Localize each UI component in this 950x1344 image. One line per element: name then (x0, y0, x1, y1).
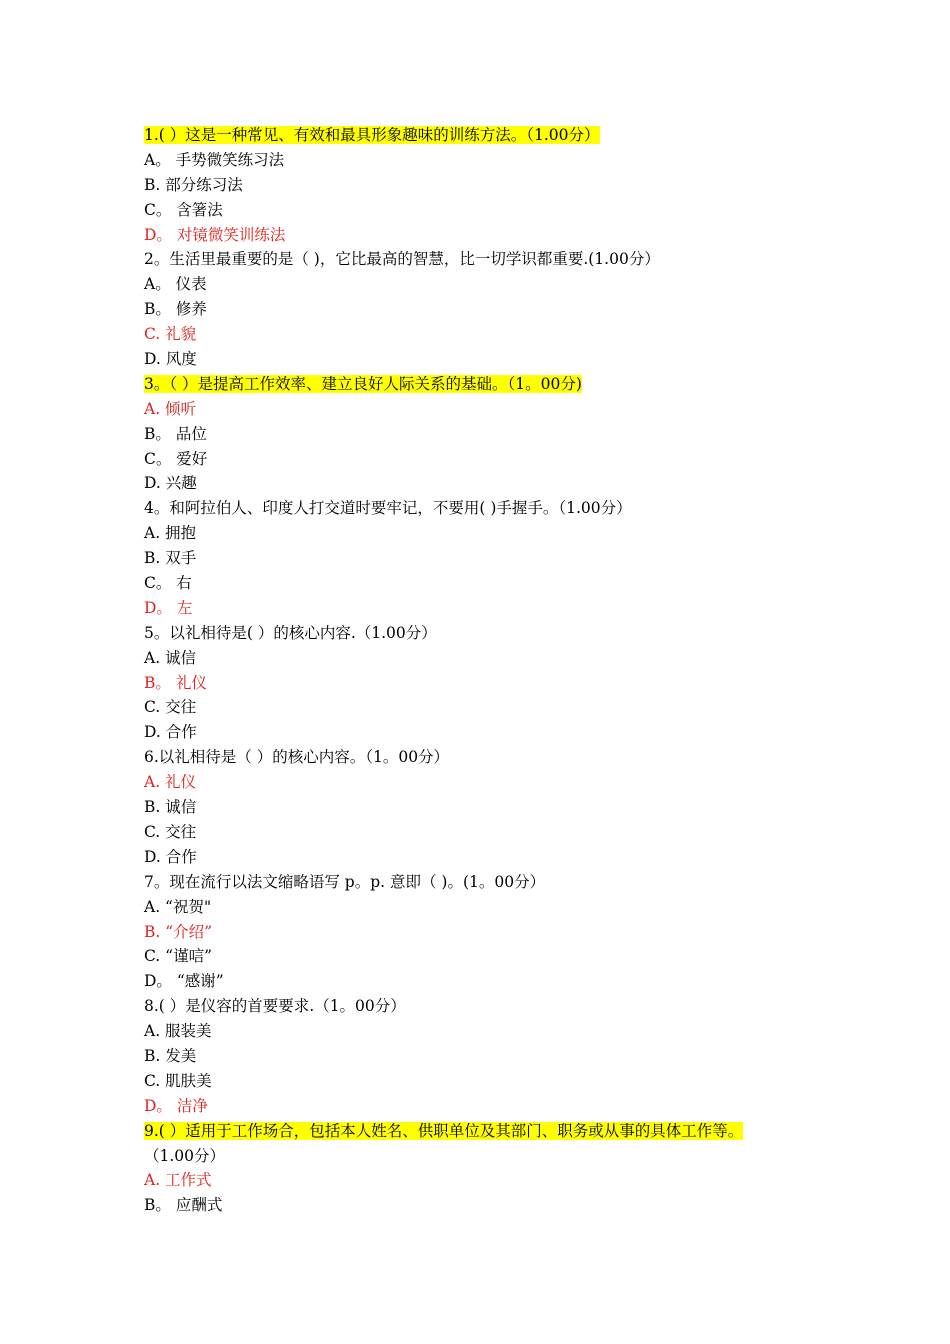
question-stem (144, 247, 844, 272)
answer-option-correct: B. “介绍” (144, 922, 213, 941)
question-stem-text: 6.以礼相待是（ ）的核心内容。（1。00分） (144, 748, 450, 767)
question-stem (144, 123, 844, 148)
answer-option-correct: B。 礼仪 (144, 673, 207, 692)
question-stem-text: 3。（ ）是提高工作效率、建立良好人际关系的基础。（1。00分) (144, 374, 582, 393)
question-stem-continuation (144, 1144, 844, 1169)
answer-option-correct: A. 礼仪 (144, 773, 197, 792)
question-stem (144, 870, 844, 895)
answer-option: B. 双手 (144, 549, 197, 568)
question-stem (144, 1119, 844, 1144)
answer-option: A。 仪表 (144, 275, 207, 294)
answer-option-correct: D。 对镜微笑训练法 (144, 225, 286, 244)
answer-option: C. 交往 (144, 822, 197, 841)
answer-option: C. 肌肤美 (144, 1071, 212, 1090)
answer-option: A. 拥抱 (144, 524, 197, 543)
answer-option-correct: A. 工作式 (144, 1171, 212, 1190)
answer-option-correct: C. 礼貌 (144, 325, 197, 344)
question-stem-text: 5。以礼相待是( ）的核心内容.（1.00分） (144, 623, 437, 642)
answer-option: A. “祝贺" (144, 897, 212, 916)
answer-option: A. 服装美 (144, 1022, 212, 1041)
answer-option: C。 爱好 (144, 449, 208, 468)
answer-option: B。 品位 (144, 424, 207, 443)
question-stem (144, 496, 844, 521)
answer-option: C. “谨唁” (144, 947, 213, 966)
question-stem-text: 9.( ）适用于工作场合，包括本人姓名、供职单位及其部门、职务或从事的具体工作等。 (144, 1121, 744, 1140)
answer-option-correct: D。 左 (144, 598, 193, 617)
answer-option: D。 “感谢” (144, 972, 224, 991)
answer-option: B. 部分练习法 (144, 175, 243, 194)
question-stem (144, 372, 844, 397)
question-stem-text: 2。生活里最重要的是（ )，它比最高的智慧，比一切学识都重要.(1.00分） (144, 250, 660, 269)
answer-option: B. 诚信 (144, 798, 197, 817)
question-score-text: （1.00分） (144, 1146, 226, 1165)
question-document (144, 123, 844, 1218)
answer-option: B。 应酬式 (144, 1196, 223, 1215)
answer-option: B. 发美 (144, 1046, 197, 1065)
question-stem (144, 994, 844, 1019)
answer-option: C。 右 (144, 574, 192, 593)
question-stem-text: 7。现在流行以法文缩略语写 p。p. 意即（ )。(1。00分） (144, 872, 546, 891)
answer-option: C。 含箸法 (144, 200, 223, 219)
answer-option: A. 诚信 (144, 648, 197, 667)
question-stem-text: 8.( ）是仪容的首要要求.（1。00分） (144, 997, 406, 1016)
answer-option: C. 交往 (144, 698, 197, 717)
answer-option-correct: D。 洁净 (144, 1096, 208, 1115)
question-stem (144, 745, 844, 770)
answer-option: D. 兴趣 (144, 474, 197, 493)
answer-option: D. 合作 (144, 723, 197, 742)
answer-option-correct: A. 倾听 (144, 399, 197, 418)
answer-option: A。 手势微笑练习法 (144, 150, 285, 169)
question-stem-text: 1.( ）这是一种常见、有效和最具形象趣味的训练方法。（1.00分） (144, 126, 600, 144)
answer-option: B。 修养 (144, 300, 207, 319)
question-stem-text: 4。和阿拉伯人、印度人打交道时要牢记，不要用( )手握手。（1.00分） (144, 499, 632, 518)
answer-option: D. 风度 (144, 350, 197, 369)
answer-option: D. 合作 (144, 847, 197, 866)
question-stem (144, 621, 844, 646)
